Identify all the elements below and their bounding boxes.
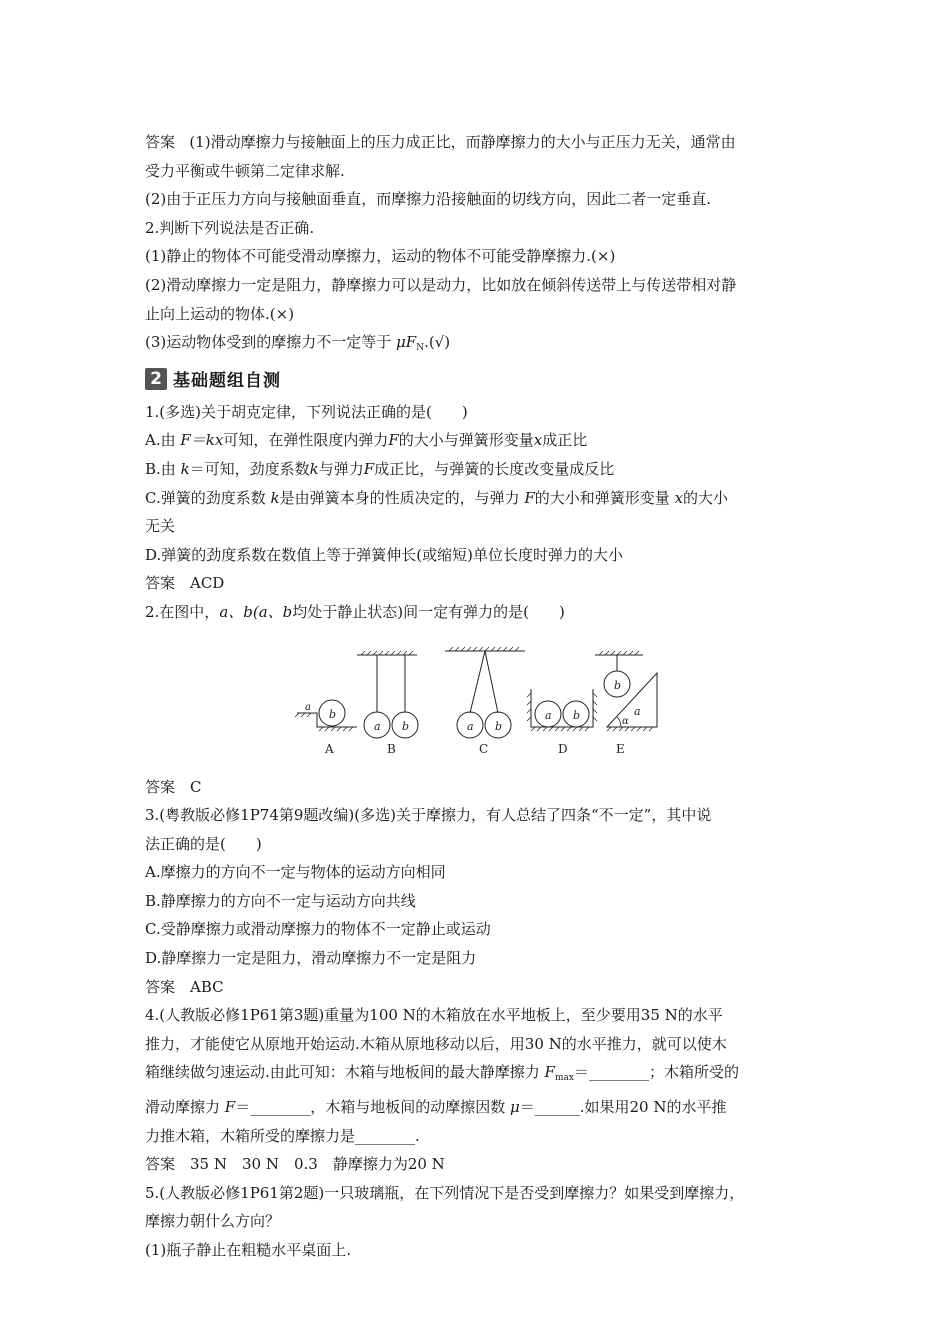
judge-item-3 — [145, 328, 825, 363]
judge-item-3-mark: .(√) — [424, 333, 451, 352]
symbol-k: k — [270, 488, 280, 507]
symbol-f: F — [544, 1063, 555, 1082]
q1-a-text-3: 成正比 — [542, 431, 588, 450]
ball-label: b — [329, 707, 337, 721]
q3-option-b: B.静摩擦力的方向不一定与运动方向共线 — [145, 891, 416, 910]
q1-c-prefix: C.弹簧的劲度系数 — [145, 488, 271, 507]
q1-stem: 1.(多选)关于胡克定律，下列说法正确的是( ) — [145, 402, 468, 421]
q4-line-4-text: 滑动摩擦力 — [145, 1098, 225, 1117]
section-number-badge: 2 — [145, 368, 167, 390]
figure-label-a: A — [325, 741, 334, 756]
answer-text: (1)滑动摩擦力与接触面上的压力成正比，而静摩擦力的大小与正压力无关，通常由 — [189, 133, 736, 151]
angle-label: α — [622, 715, 629, 727]
symbol-f: F — [524, 488, 535, 507]
symbol-f: F — [224, 1098, 236, 1117]
figure-b — [357, 651, 418, 756]
judge-question-title: 2.判断下列说法是否正确. — [145, 218, 315, 237]
formula-f-kx: F＝kx — [180, 431, 224, 450]
q1-c-text: 是由弹簧本身的性质决定的，与弹力 — [279, 488, 525, 507]
q4-line-3 — [145, 1058, 825, 1093]
q1-option-d: D.弹簧的劲度系数在数值上等于弹簧伸长(或缩短)单位长度时弹力的大小 — [145, 545, 623, 564]
judge-item-2a: (2)滑动摩擦力一定是阻力，静摩擦力可以是动力，比如放在倾斜传送带上与传送带相对静 — [145, 275, 737, 294]
q5-line-3: (1)瓶子静止在粗糙水平桌面上. — [145, 1241, 352, 1259]
q2-stem-text: 均处于静止状态)间一定有弹力的是( ) — [292, 602, 565, 621]
symbol-x: x — [674, 488, 684, 507]
ball-label: a — [374, 719, 381, 733]
ball-label: a — [467, 719, 474, 733]
review-answer-line-3: (2)由于正压力方向与接触面垂直，而摩擦力沿接触面的切线方向，因此二者一定垂直. — [145, 190, 712, 209]
ball-label: a — [545, 708, 552, 722]
q4-line-4-text-2: ＝________，木箱与地板间的动摩擦因数 — [235, 1098, 510, 1117]
figure-label-c: C — [479, 741, 489, 756]
q2-figure — [145, 627, 825, 773]
q1-option-c-cont: 无关 — [145, 517, 176, 536]
symbol-mu: μ — [509, 1098, 520, 1117]
subscript-n: N — [416, 343, 425, 354]
figure-d — [527, 689, 597, 756]
ball-label: b — [402, 719, 410, 733]
symbol-x: x — [533, 431, 543, 450]
review-answer-line-2: 受力平衡或牛顿第二定律求解. — [145, 161, 345, 180]
q2-answer: 答案 C — [145, 777, 202, 796]
q1-option-c — [145, 484, 825, 513]
q1-c-text-2: 的大小和弹簧形变量 — [534, 488, 675, 507]
q3-option-a: A.摩擦力的方向不一定与物体的运动方向相同 — [145, 863, 446, 882]
answer-label: 答案 — [145, 133, 176, 151]
q3-stem-a: 3.(粤教版必修1P74第9题改编)(多选)关于摩擦力，有人总结了四条“不一定”，其中说 — [145, 806, 712, 825]
figure-label-d: D — [558, 741, 568, 756]
figure-label-b: B — [387, 741, 396, 756]
judge-item-1: (1)静止的物体不可能受滑动摩擦力，运动的物体不可能受静摩擦力.(×) — [145, 247, 616, 266]
symbol-k: k — [309, 459, 319, 478]
q2-stem — [145, 598, 825, 627]
q1-option-b — [145, 455, 825, 484]
q4-line-2: 推力，才能使它从原地开始运动.木箱从原地移动以后，用30 N的水平推力，就可以使木 — [145, 1034, 727, 1053]
q2-stem-prefix: 2.在图中， — [145, 602, 220, 621]
q1-b-prefix: B.由 — [145, 459, 181, 478]
page-content — [145, 118, 825, 1265]
q2-stem-ab: a、b(a、b — [219, 602, 293, 621]
q1-a-text: 可知，在弹性限度内弹力 — [223, 431, 389, 450]
q5-line-2: 摩擦力朝什么方向？ — [145, 1212, 281, 1231]
ball-label: b — [614, 678, 622, 692]
figure-label-e: E — [616, 741, 625, 756]
q4-line-5: 力推木箱，木箱所受的摩擦力是________. — [145, 1126, 420, 1145]
q1-a-prefix: A.由 — [145, 431, 181, 450]
q4-line-3-text: 箱继续做匀速运动.由此可知：木箱与地板间的最大静摩擦力 — [145, 1063, 545, 1082]
symbol-f: F — [363, 459, 375, 478]
q3-option-d: D.静摩擦力一定是阻力，滑动摩擦力不一定是阻力 — [145, 949, 477, 968]
q1-option-a — [145, 426, 825, 455]
review-answer-line-1 — [145, 128, 825, 157]
q1-b-text: ＝可知，劲度系数 — [189, 459, 310, 478]
q4-line-3-blank: ＝________；木箱所受的 — [573, 1063, 739, 1082]
q2-diagram — [295, 631, 665, 761]
figure-e — [595, 651, 657, 756]
symbol-k: k — [180, 459, 190, 478]
ball-label: b — [573, 708, 581, 722]
q3-stem-b: 法正确的是( ) — [145, 834, 262, 853]
q4-line-1: 4.(人教版必修1P61第3题)重量为100 N的木箱放在水平地板上，至少要用35 N的水平 — [145, 1006, 723, 1025]
q1-c-text-3: 的大小 — [683, 488, 729, 507]
q1-a-text-2: 的大小与弹簧形变量 — [398, 431, 534, 450]
symbol-f: F — [388, 431, 399, 450]
judge-item-3-text: (3)运动物体受到的摩擦力不一定等于 — [145, 333, 397, 352]
q3-option-c: C.受静摩擦力或滑动摩擦力的物体不一定静止或运动 — [145, 920, 491, 939]
ball-label: a — [305, 701, 311, 713]
q5-line-1: 5.(人教版必修1P61第2题)一只玻璃瓶，在下列情况下是否受到摩擦力？如果受到摩擦力， — [145, 1183, 745, 1202]
q1-b-text-3: 成正比，与弹簧的长度改变量成反比 — [374, 459, 615, 478]
wedge-label: a — [634, 704, 641, 718]
q4-line-4 — [145, 1093, 825, 1122]
q1-answer: 答案 ACD — [145, 574, 225, 593]
q4-answer: 答案 35 N 30 N 0.3 静摩擦力为20 N — [145, 1155, 445, 1174]
ball-label: b — [495, 719, 503, 733]
section-title: 基础题组自测 — [173, 371, 281, 392]
judge-item-2b: 止向上运动的物体.(×) — [145, 304, 295, 323]
section-header — [145, 364, 825, 394]
figure-c — [445, 647, 525, 756]
q1-b-text-2: 与弹力 — [318, 459, 364, 478]
subscript-max: max — [554, 1073, 574, 1084]
figure-a — [295, 700, 357, 756]
mu-f-symbol: μF — [396, 333, 417, 352]
q3-answer: 答案 ABC — [145, 977, 224, 996]
q4-line-4-text-3: ＝______.如果用20 N的水平推 — [519, 1098, 727, 1117]
